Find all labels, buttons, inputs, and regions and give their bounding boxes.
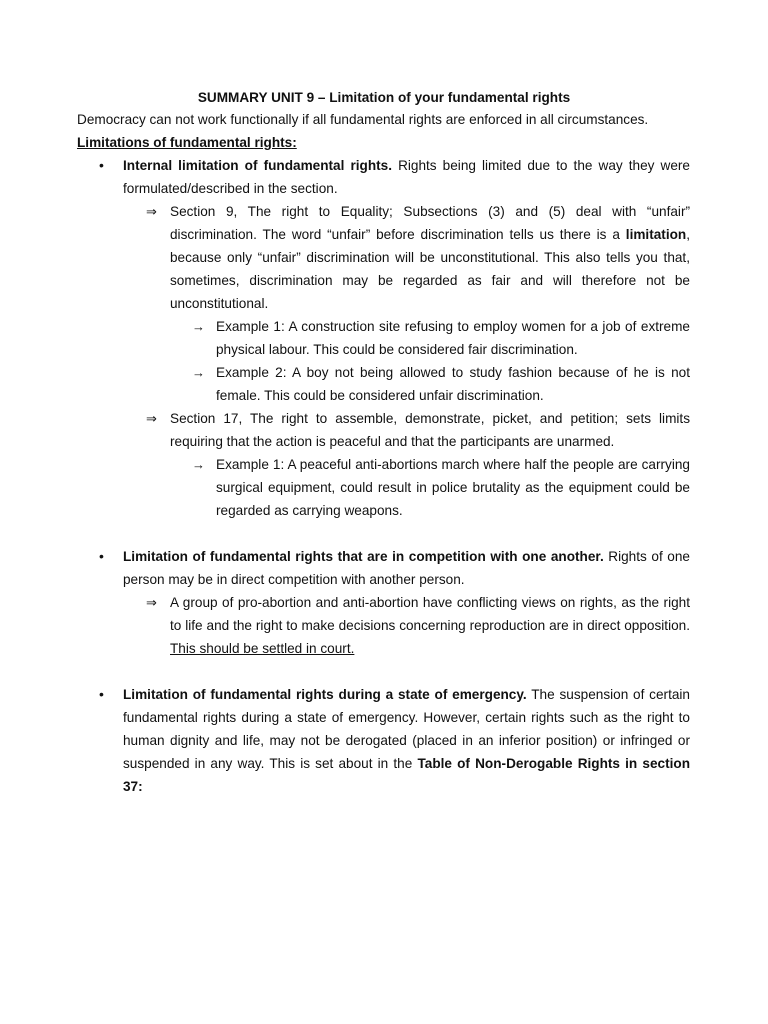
example-text: Example 2: A boy not being allowed to study fashion because of he is not female. This could be considered unfair discrimination. xyxy=(216,365,690,403)
example-item xyxy=(0,315,768,361)
intro-paragraph: Democracy can not work functionally if all fundamental rights are enforced in all circumstances. xyxy=(77,112,649,127)
bullet-lead: Limitation of fundamental rights during a state of emergency. xyxy=(123,687,527,702)
double-arrow-icon: ⇒ xyxy=(146,204,157,219)
sub-item-section-9 xyxy=(0,200,768,315)
bullet-text xyxy=(123,683,690,798)
underlined-text: This should be settled in court. xyxy=(170,641,355,656)
bullet-text xyxy=(123,154,690,200)
document-title: SUMMARY UNIT 9 – Limitation of your fundamental rights xyxy=(197,90,571,105)
list-item xyxy=(0,154,768,200)
sub-text-part: , because only “unfair” discrimination will be unconstitutional. This also tells you that, sometimes, discrimination may be regarded as fair and will therefore not be unconstitutional. xyxy=(170,227,690,311)
example-text: Example 1: A peaceful anti-abortions march where half the people are carrying surgical equipment, could result in police brutality as the equipment could be regarded as carrying weapons. xyxy=(216,457,690,518)
example-item xyxy=(0,453,768,522)
double-arrow-icon: ⇒ xyxy=(146,595,157,610)
bullet-body: Rights of one person may be in direct competition with another person. xyxy=(123,549,690,587)
bold-term: limitation xyxy=(625,227,687,242)
bullet-bold-end: Table of Non-Derogable Rights in section 37: xyxy=(123,756,690,794)
sub-item-section-17 xyxy=(0,407,768,453)
arrow-icon: → xyxy=(192,365,205,380)
arrow-icon: → xyxy=(192,319,205,334)
arrow-icon: → xyxy=(192,457,205,472)
bullet-competition-limitation xyxy=(0,545,768,660)
sub-text-part: A group of pro-abortion and anti-abortion have conflicting views on rights, as the right to life and the right to make decisions concerning reproduction are in direct opposition. xyxy=(170,595,690,633)
example-text: Example 1: A construction site refusing to employ women for a job of extreme physical labour. This could be considered fair discrimination. xyxy=(216,319,690,357)
bullet-lead: Internal limitation of fundamental rights. xyxy=(123,158,392,173)
bullet-lead: Limitation of fundamental rights that are in competition with one another. xyxy=(123,549,604,564)
bullet-icon: • xyxy=(99,686,104,702)
bullet-body: Rights being limited due to the way they were formulated/described in the section. xyxy=(123,158,690,196)
example-item xyxy=(0,361,768,407)
sub-item-text: Section 17, The right to assemble, demonstrate, picket, and petition; sets limits requiring that the action is peaceful and that the participants are unarmed. xyxy=(170,411,690,449)
bullet-emergency-limitation xyxy=(0,683,768,798)
sub-item-text xyxy=(170,591,690,660)
bullet-body: The suspension of certain fundamental rights during a state of emergency. However, certain rights such as the right to human dignity and life, may not be derogated (placed in an inferior position) or infringed or suspended in any way. This is set about in the xyxy=(123,687,690,771)
sub-item-abortion-views xyxy=(0,591,768,660)
bullet-icon: • xyxy=(99,548,104,564)
bullet-internal-limitation xyxy=(0,154,768,522)
section-heading: Limitations of fundamental rights: xyxy=(77,135,297,150)
list-item xyxy=(0,545,768,591)
double-arrow-icon: ⇒ xyxy=(146,411,157,426)
sub-text-part: Section 9, The right to Equality; Subsections (3) and (5) deal with “unfair” discrimination. The word “unfair” before discrimination tells us there is a xyxy=(170,204,690,242)
list-item xyxy=(0,683,768,798)
bullet-icon: • xyxy=(99,157,104,173)
sub-item-text xyxy=(170,200,690,315)
bullet-text xyxy=(123,545,690,591)
